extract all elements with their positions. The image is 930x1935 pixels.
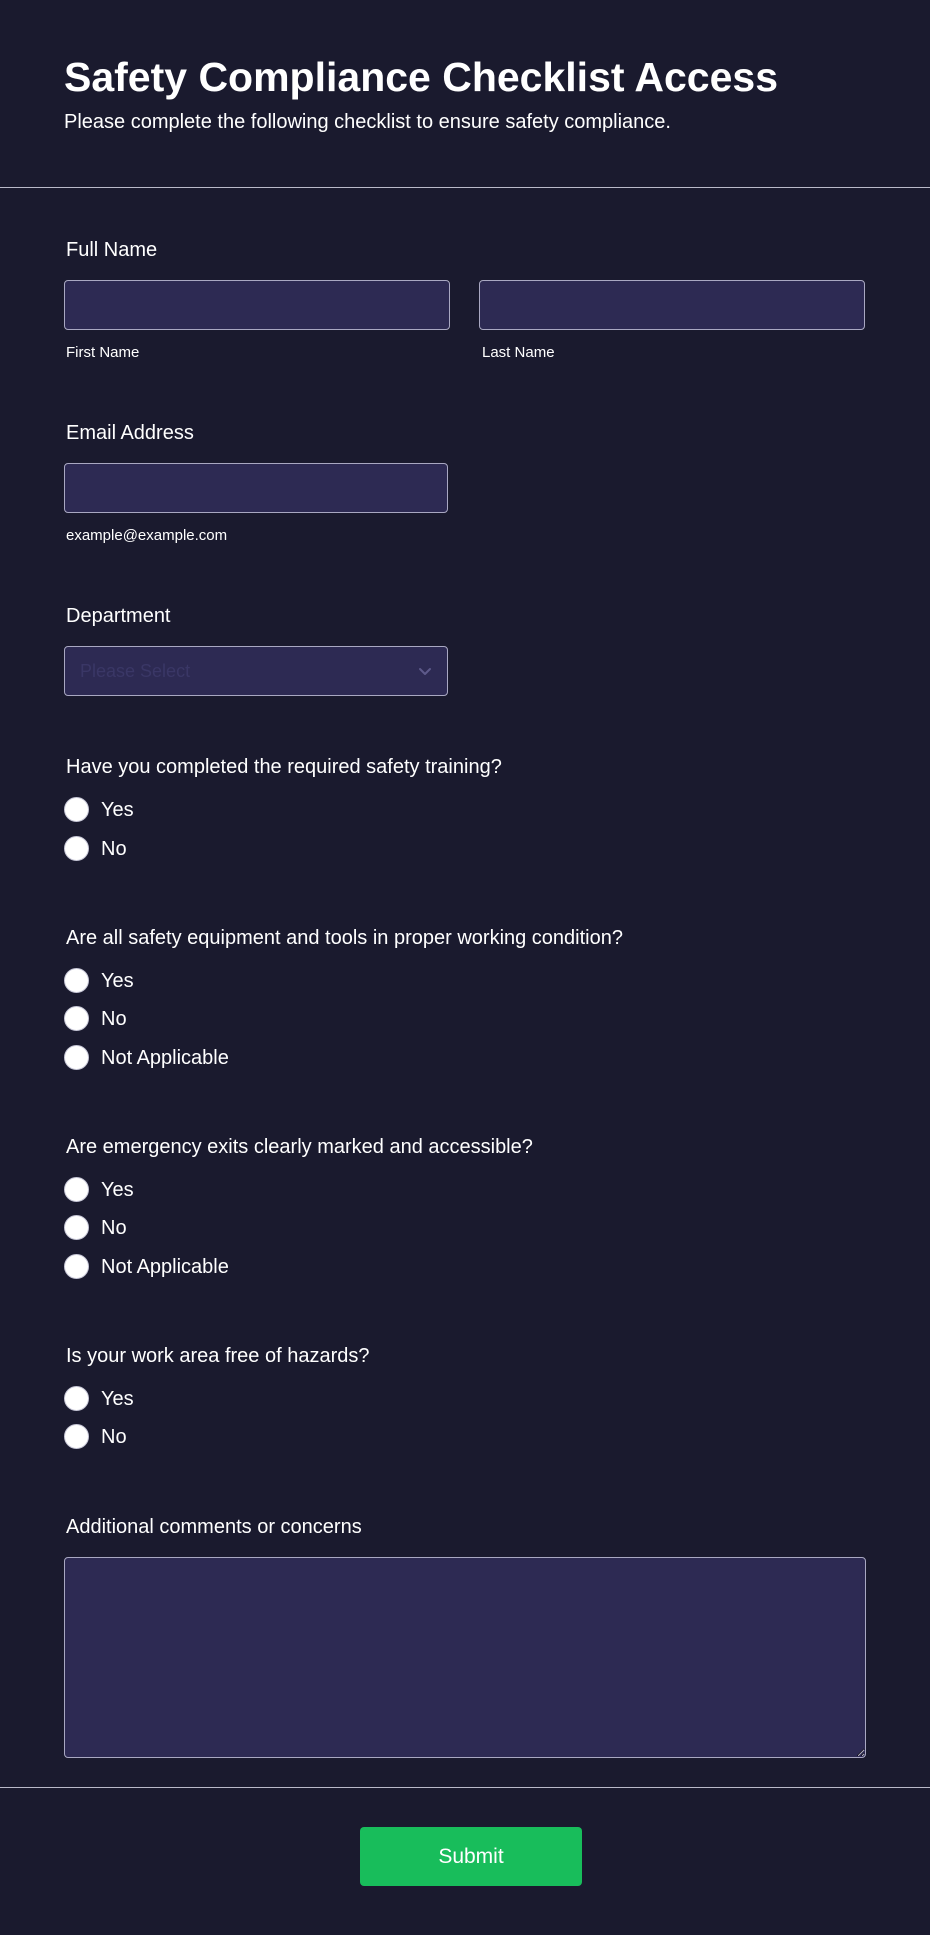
radio-button[interactable] [64,797,89,822]
radio-option-label: Not Applicable [101,1047,229,1069]
radio-button[interactable] [64,1254,89,1279]
radio-option-label: Yes [101,1388,134,1410]
radio-option-label: Yes [101,1179,134,1201]
form-header [0,0,930,188]
department-selected-value: Please Select [80,661,191,681]
question-label: Have you completed the required safety training? [66,756,502,778]
radio-button[interactable] [64,1215,89,1240]
submit-button[interactable]: Submit [360,1827,582,1886]
radio-option[interactable] [64,1386,464,1412]
department-select[interactable] [64,646,448,696]
page-title: Safety Compliance Checklist Access [64,54,779,100]
radio-option[interactable] [64,1006,464,1032]
question-label: Is your work area free of hazards? [66,1345,370,1367]
radio-option[interactable] [64,836,464,862]
radio-option[interactable] [64,797,464,823]
radio-button[interactable] [64,1424,89,1449]
chevron-down-icon [415,661,435,681]
radio-button[interactable] [64,836,89,861]
radio-button[interactable] [64,1045,89,1070]
radio-option[interactable] [64,1215,464,1241]
full-name-label: Full Name [66,239,158,261]
email-label: Email Address [66,422,194,444]
radio-option[interactable] [64,1424,464,1450]
radio-option[interactable] [64,1177,464,1203]
radio-option[interactable] [64,968,464,994]
first-name-sublabel: First Name [66,344,140,361]
radio-button[interactable] [64,1386,89,1411]
comments-label: Additional comments or concerns [66,1516,362,1538]
radio-option-label: No [101,1217,127,1239]
radio-option-label: Yes [101,970,134,992]
radio-option-label: No [101,838,127,860]
department-label: Department [66,605,171,627]
comments-textarea[interactable] [64,1557,866,1758]
footer-divider [0,1787,930,1788]
email-input[interactable] [64,463,448,513]
radio-option-label: Yes [101,799,134,821]
radio-option-label: No [101,1426,127,1448]
question-label: Are all safety equipment and tools in proper working condition? [66,927,623,949]
radio-button[interactable] [64,968,89,993]
last-name-input[interactable] [479,280,865,330]
question-label: Are emergency exits clearly marked and accessible? [66,1136,533,1158]
radio-option[interactable] [64,1045,464,1071]
radio-option-label: Not Applicable [101,1256,229,1278]
radio-option-label: No [101,1008,127,1030]
radio-option[interactable] [64,1254,464,1280]
email-sublabel: example@example.com [66,527,228,544]
page-subtitle: Please complete the following checklist to ensure safety compliance. [64,111,671,133]
radio-button[interactable] [64,1177,89,1202]
last-name-sublabel: Last Name [482,344,555,361]
radio-button[interactable] [64,1006,89,1031]
first-name-input[interactable] [64,280,450,330]
